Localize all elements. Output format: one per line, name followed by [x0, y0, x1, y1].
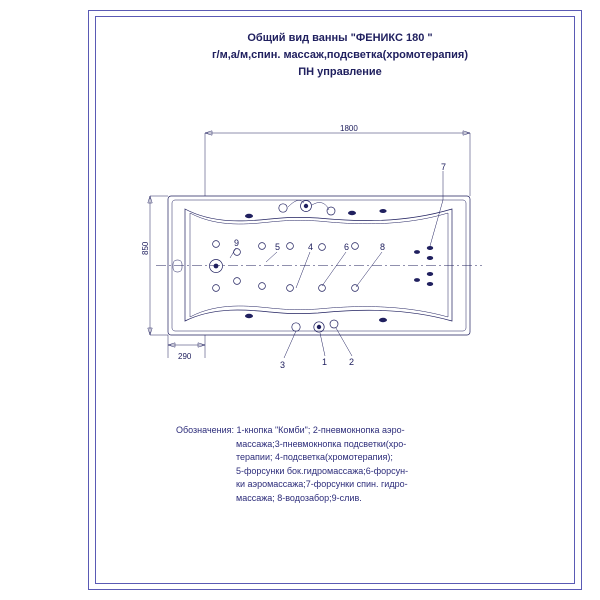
callout-3: 3	[280, 360, 286, 370]
spine-jets-group	[414, 246, 433, 286]
callout-4: 4	[308, 242, 314, 252]
side-hydro-jets	[213, 241, 359, 292]
dimension-width	[205, 131, 470, 196]
callout-1: 1	[322, 357, 328, 367]
callout-9: 9	[234, 238, 240, 248]
bottom-rim-jets	[245, 314, 387, 332]
callout-5: 5	[275, 242, 281, 252]
title-line-3: ПН управление	[298, 66, 382, 78]
dimension-width-label: 1800	[340, 124, 358, 133]
legend-block	[176, 424, 506, 505]
callout-2: 2	[349, 357, 355, 367]
legend-line-2: массажа;3-пневмокнопка подсветки(хро-	[236, 438, 407, 449]
dimension-height-label: 850	[141, 241, 150, 255]
water-intake	[173, 260, 223, 273]
legend-line-6: массажа; 8-водозабор;9-слив.	[236, 492, 362, 503]
title-line-1: Общий вид ванны "ФЕНИКС 180 "	[247, 32, 433, 44]
legend-line-3: терапии; 4-подсветка(хромотерапия);	[236, 452, 393, 462]
callout-8: 8	[380, 242, 386, 252]
callout-leaders	[230, 171, 443, 358]
callout-7: 7	[441, 162, 447, 172]
legend-line-1: Обозначения: 1-кнопка "Комби"; 2-пневмокнопка аэро-	[176, 425, 405, 435]
dimension-offset-label: 290	[178, 352, 192, 361]
legend-line-5: ки аэромассажа;7-форсунки спин. гидро-	[236, 479, 408, 489]
title-line-2: г/м,а/м,спин. массаж,подсветка(хромотерапия)	[211, 49, 469, 61]
legend-line-4: 5-форсунки бок.гидромассажа;6-форсун-	[236, 465, 409, 476]
callout-6: 6	[344, 242, 350, 252]
faucet-group	[245, 200, 387, 218]
tub-inner-bowl	[185, 209, 452, 321]
